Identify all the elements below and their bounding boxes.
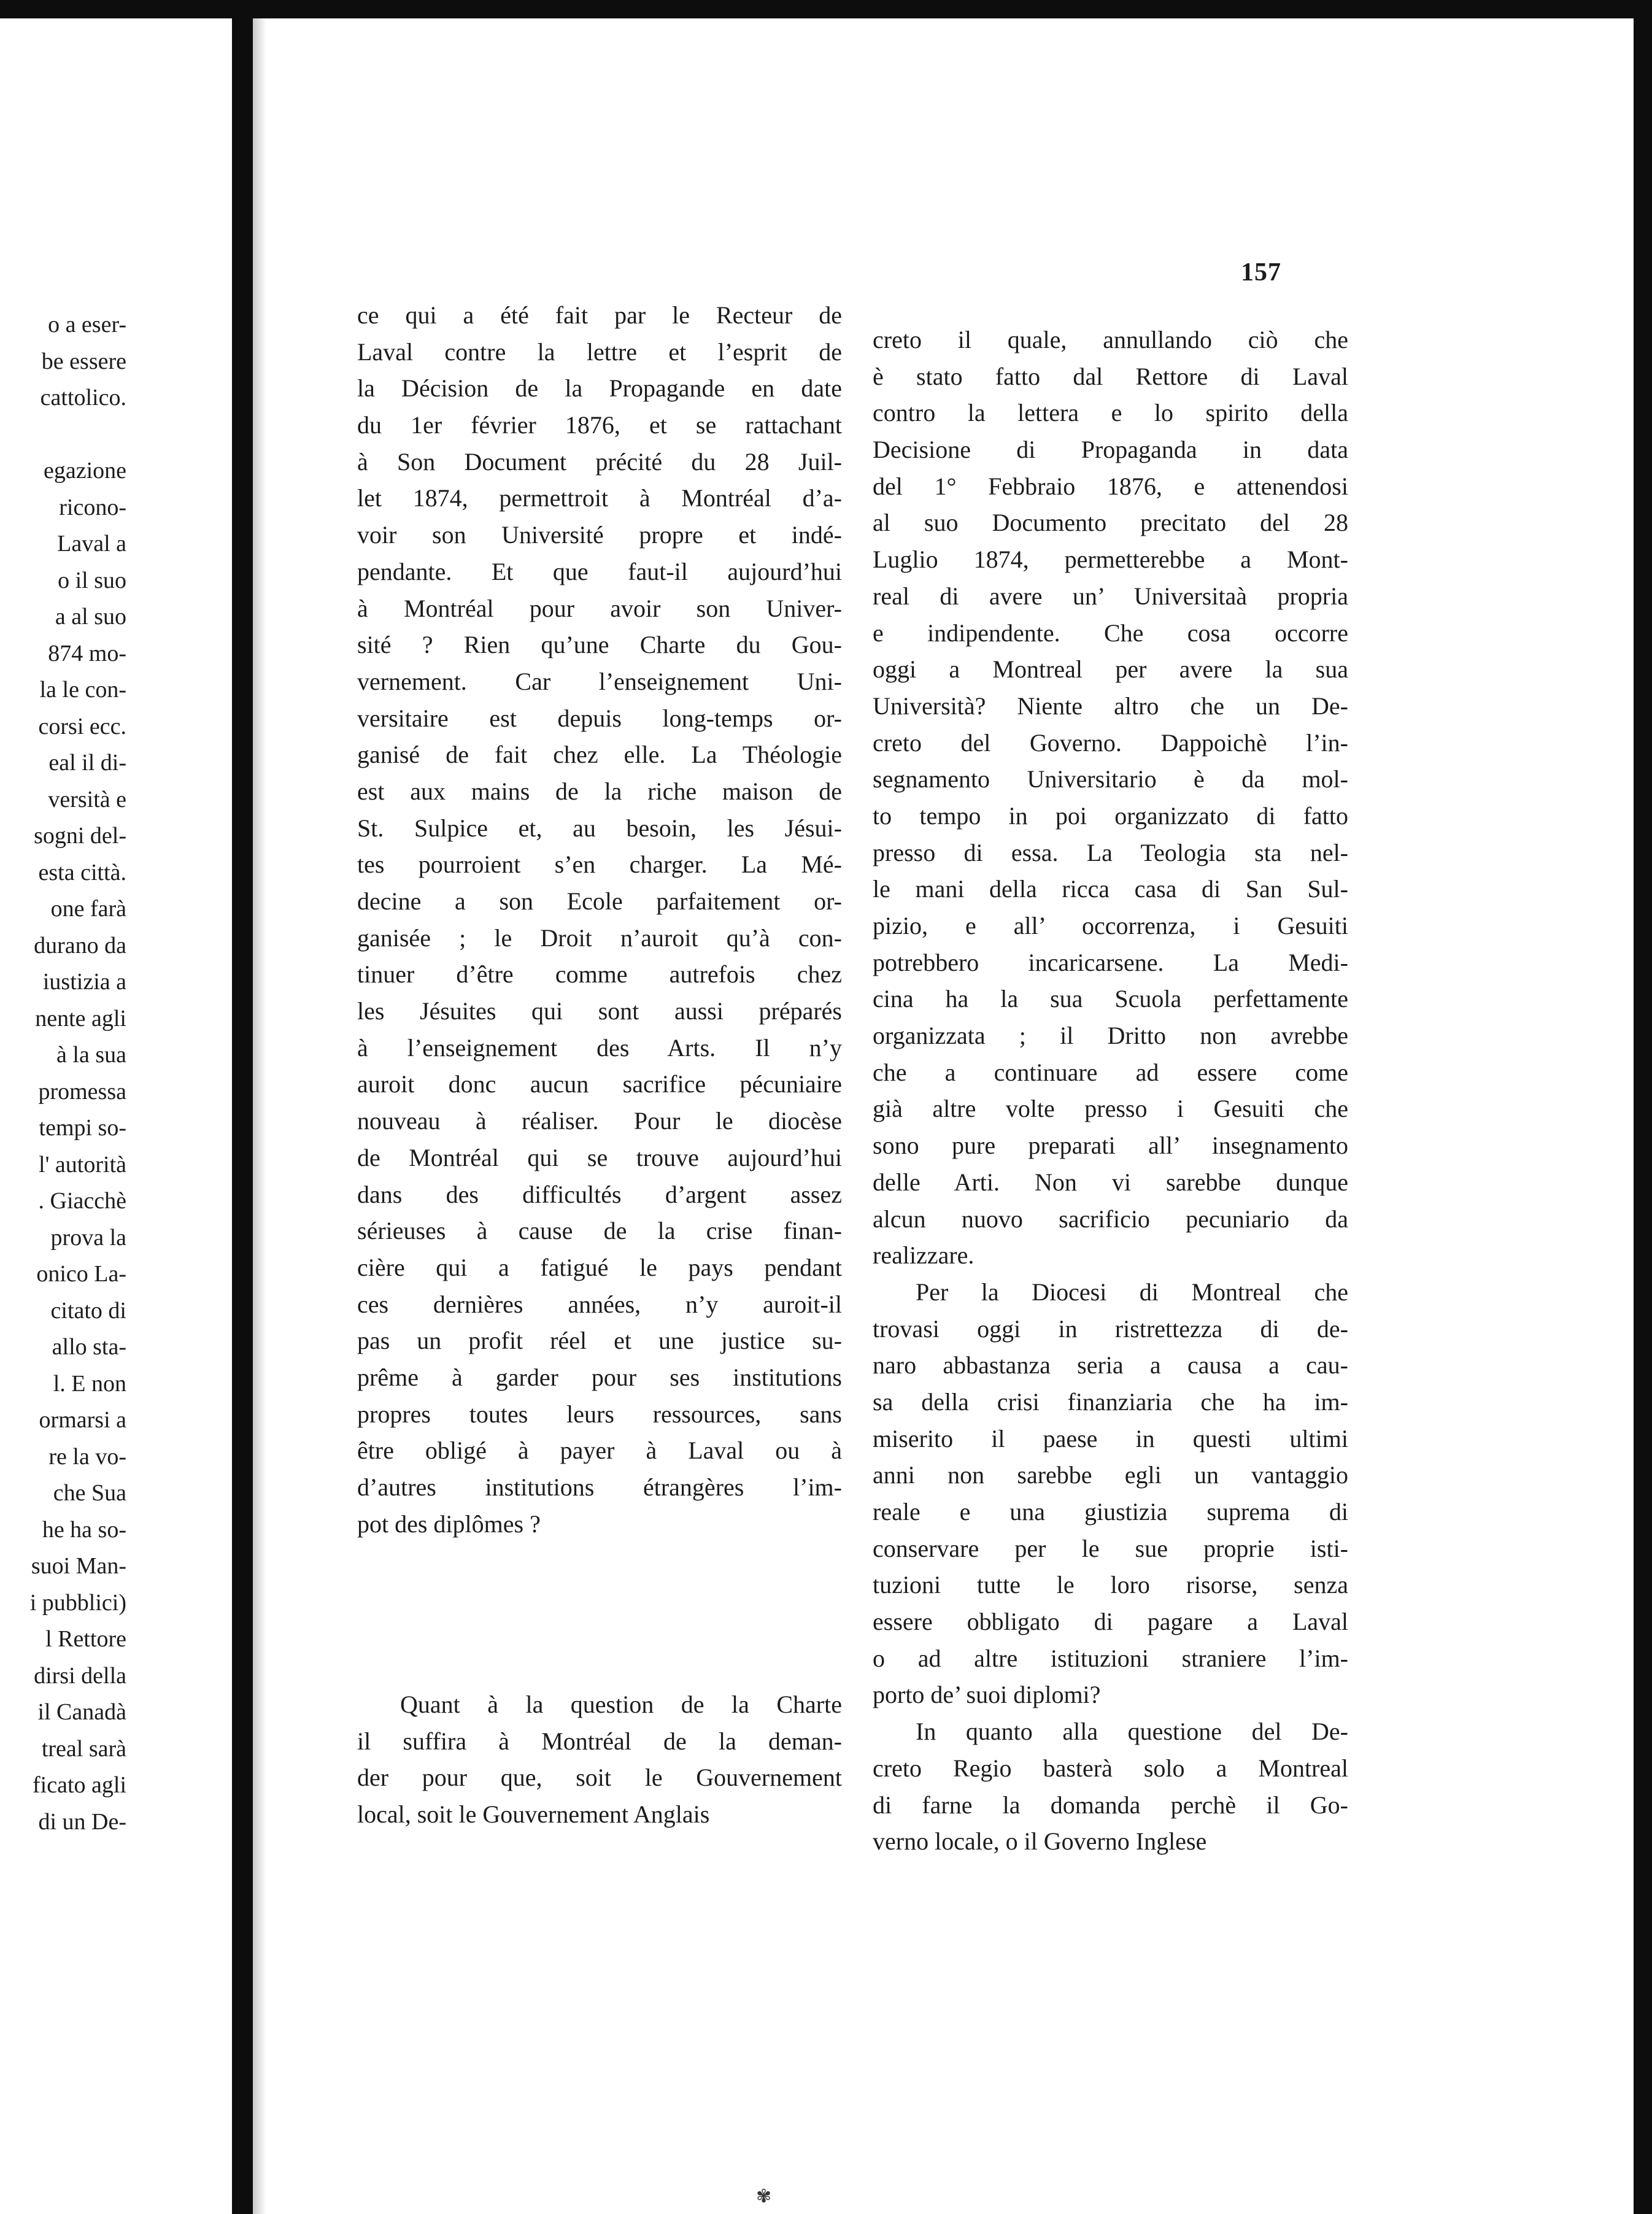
text-line: Per la Diocesi di Montreal che: [916, 1278, 1348, 1306]
text-line: segnamento Universitario è da mol-: [873, 765, 1348, 793]
text-line: i pubblici): [29, 1589, 126, 1616]
text-line: durano da: [34, 932, 126, 958]
text-line: la Décision de la Propagande en date: [357, 374, 842, 403]
text-line: conservare per le sue proprie isti-: [873, 1534, 1348, 1562]
text-line: corsi ecc.: [38, 713, 126, 739]
text-line: tes pourroient s’en charger. La Mé-: [357, 850, 842, 879]
text-line: o ad altre istituzioni straniere l’im-: [873, 1644, 1348, 1672]
text-line: creto del Governo. Dappoichè l’in-: [873, 728, 1348, 757]
text-line: St. Sulpice et, au besoin, les Jésui-: [357, 814, 842, 842]
facing-page-fragment: [0, 18, 232, 2214]
text-line: porto de’ suoi diplomi?: [873, 1681, 1101, 1709]
text-line: trovasi oggi in ristrettezza di de-: [873, 1314, 1348, 1343]
text-line: alcun nuovo sacrificio pecuniario da: [873, 1205, 1348, 1233]
facing-page-text: [0, 307, 126, 1840]
text-line: propres toutes leurs ressources, sans: [357, 1400, 842, 1428]
text-line: he ha so-: [42, 1516, 126, 1543]
text-line: du 1er février 1876, et se rattachant: [357, 411, 842, 439]
text-line: one farà: [50, 896, 126, 922]
text-line: contro la lettera e lo spirito della: [873, 399, 1348, 427]
text-line: Università? Niente altro che un De-: [873, 692, 1348, 720]
text-line: à l’enseignement des Arts. Il n’y: [357, 1033, 842, 1062]
text-line: naro abbastanza seria a causa a cau-: [873, 1351, 1348, 1379]
text-line: à Montréal pour avoir son Univer-: [357, 594, 842, 622]
text-line: pizio, e all’ occorrenza, i Gesuiti: [873, 912, 1348, 939]
text-line: il suffira à Montréal de la deman-: [357, 1727, 842, 1755]
text-line: il Canadà: [37, 1699, 126, 1725]
text-line: o il suo: [58, 567, 126, 593]
text-line: di farne la domanda perchè il Go-: [873, 1791, 1348, 1819]
text-line: nente agli: [35, 1005, 126, 1032]
text-line: già altre volte presso i Gesuiti che: [873, 1095, 1348, 1123]
text-line: realizzare.: [873, 1241, 975, 1270]
text-line: Laval contre la lettre et l’esprit de: [357, 338, 842, 366]
text-line: tempi so-: [39, 1115, 126, 1141]
text-line: pas un profit réel et une justice su-: [357, 1327, 842, 1355]
text-line: ormarsi a: [39, 1407, 126, 1433]
text-line: be essere: [41, 348, 126, 374]
text-line: organizzata ; il Dritto non avrebbe: [873, 1022, 1348, 1050]
text-line: est aux mains de la riche maison de: [357, 777, 842, 805]
text-line: sogni del-: [34, 823, 126, 849]
text-line: tuzioni tutte le loro risorse, senza: [873, 1571, 1348, 1599]
text-line: to tempo in poi organizzato di fatto: [873, 801, 1348, 830]
italian-column: [873, 322, 1348, 1860]
text-line: prova la: [50, 1224, 126, 1251]
text-line: esta città.: [38, 859, 126, 885]
text-line: Laval a: [57, 531, 126, 557]
scan-right-edge: [1634, 0, 1652, 2214]
text-line: à la sua: [56, 1042, 126, 1068]
text-line: versitaire est depuis long-temps or-: [357, 704, 842, 732]
text-line: vernement. Car l’enseignement Uni-: [357, 667, 842, 695]
text-line: sérieuses à cause de la crise finan-: [357, 1217, 842, 1245]
text-line: al suo Documento precitato del 28: [873, 509, 1348, 537]
text-line: re la vo-: [48, 1443, 126, 1470]
text-line: creto Regio basterà solo a Montreal: [873, 1754, 1348, 1782]
text-line: nouveau à réaliser. Pour le diocèse: [357, 1107, 842, 1135]
text-line: treal sarà: [41, 1735, 126, 1762]
text-line: anni non sarebbe egli un vantaggio: [873, 1461, 1348, 1489]
text-line: sa della crisi finanziaria che ha im-: [873, 1387, 1348, 1416]
text-line: l Rettore: [45, 1626, 126, 1652]
text-line: citato di: [50, 1297, 126, 1324]
text-line: l. E non: [53, 1370, 126, 1397]
text-line: cina ha la sua Scuola perfettamente: [873, 985, 1348, 1013]
text-line: Decisione di Propaganda in data: [873, 436, 1348, 464]
text-line: In quanto alla questione del De-: [916, 1718, 1348, 1746]
text-line: di un De-: [38, 1808, 126, 1835]
text-line: miserito il paese in questi ultimi: [873, 1424, 1348, 1452]
text-line: local, soit le Gouvernement Anglais: [357, 1800, 710, 1829]
text-line: promessa: [38, 1078, 126, 1105]
text-line: verno locale, o il Governo Inglese: [873, 1827, 1207, 1856]
text-line: ganisée ; le Droit n’auroit qu’à con-: [357, 924, 842, 952]
text-line: ricono-: [59, 494, 126, 520]
text-line: egazione: [43, 458, 126, 484]
text-line: del 1° Febbraio 1876, e attenendosi: [873, 472, 1348, 500]
text-line: e indipendente. Che cosa occorre: [873, 619, 1348, 647]
text-line: real di avere un’ Universitaà propria: [873, 582, 1348, 610]
text-line: cattolico.: [40, 385, 126, 411]
text-line: è stato fatto dal Rettore di Laval: [873, 362, 1348, 390]
text-line: . Giacchè: [38, 1188, 126, 1214]
text-line: Luglio 1874, permetterebbe a Mont-: [873, 546, 1348, 574]
text-line: eal il di-: [48, 750, 126, 776]
text-line: o a eser-: [48, 312, 126, 338]
text-line: tinuer d’être comme autrefois chez: [357, 960, 842, 989]
text-line: prême à garder pour ses institutions: [357, 1363, 842, 1391]
text-line: cière qui a fatigué le pays pendant: [357, 1253, 842, 1281]
text-line: der pour que, soit le Gouvernement: [357, 1764, 842, 1792]
text-line: ce qui a été fait par le Recteur de: [357, 301, 842, 329]
text-line: pendante. Et que faut-il aujourd’hui: [357, 557, 842, 585]
text-line: suoi Man-: [31, 1553, 126, 1579]
text-line: auroit donc aucun sacrifice pécuniaire: [357, 1070, 842, 1098]
text-line: ficato agli: [33, 1772, 126, 1798]
text-line: sono pure preparati all’ insegnamento: [873, 1132, 1348, 1160]
text-line: l' autorità: [39, 1151, 126, 1178]
text-line: voir son Université propre et indé-: [357, 521, 842, 549]
text-line: potrebbero incaricarsene. La Medi-: [873, 948, 1348, 976]
text-line: ganisé de fait chez elle. La Théologie: [357, 741, 842, 769]
text-line: de Montréal qui se trouve aujourd’hui: [357, 1143, 842, 1171]
text-line: [0, 417, 126, 453]
text-line: oggi a Montreal per avere la sua: [873, 655, 1348, 684]
text-line: sité ? Rien qu’une Charte du Gou-: [357, 631, 842, 659]
text-line: essere obbligato di pagare a Laval: [873, 1608, 1348, 1636]
french-column-paragraph-2: [357, 1686, 842, 1833]
text-line: les Jésuites qui sont aussi préparés: [357, 997, 842, 1025]
french-column-paragraph: [357, 297, 842, 1542]
text-line: delle Arti. Non vi sarebbe dunque: [873, 1168, 1348, 1196]
book-gutter: [232, 0, 253, 2214]
text-line: dirsi della: [34, 1662, 126, 1689]
text-line: la le con-: [39, 677, 126, 703]
text-line: iustizia a: [42, 969, 126, 995]
text-line: che Sua: [53, 1480, 126, 1506]
text-line: creto il quale, annullando ciò che: [873, 326, 1348, 353]
text-line: 874 mo-: [48, 640, 126, 666]
text-line: versità e: [48, 786, 126, 812]
text-line: à Son Document précité du 28 Juil-: [357, 447, 842, 476]
text-line: allo sta-: [52, 1334, 126, 1360]
text-line: être obligé à payer à Laval ou à: [357, 1437, 842, 1465]
text-line: reale e una giustizia suprema di: [873, 1498, 1348, 1526]
text-line: pot des diplômes ?: [357, 1510, 541, 1538]
text-line: d’autres institutions étrangères l’im-: [357, 1473, 842, 1501]
text-line: let 1874, permettroit à Montréal d’a-: [357, 484, 842, 512]
text-line: le mani della ricca casa di San Sul-: [873, 875, 1348, 903]
text-line: Quant à la question de la Charte: [400, 1691, 842, 1718]
text-line: ces dernières années, n’y auroit-il: [357, 1290, 842, 1318]
text-line: presso di essa. La Teologia sta nel-: [873, 838, 1348, 866]
text-line: dans des difficultés d’argent assez: [357, 1180, 842, 1208]
text-line: decine a son Ecole parfaitement or-: [357, 887, 842, 915]
text-line: onico La-: [36, 1261, 126, 1287]
text-line: a al suo: [55, 604, 126, 630]
text-line: che a continuare ad essere come: [873, 1058, 1348, 1086]
printer-ornament: ✾: [756, 2186, 772, 2207]
page-number: 157: [1241, 258, 1281, 287]
spine-shadow: [253, 18, 266, 2214]
